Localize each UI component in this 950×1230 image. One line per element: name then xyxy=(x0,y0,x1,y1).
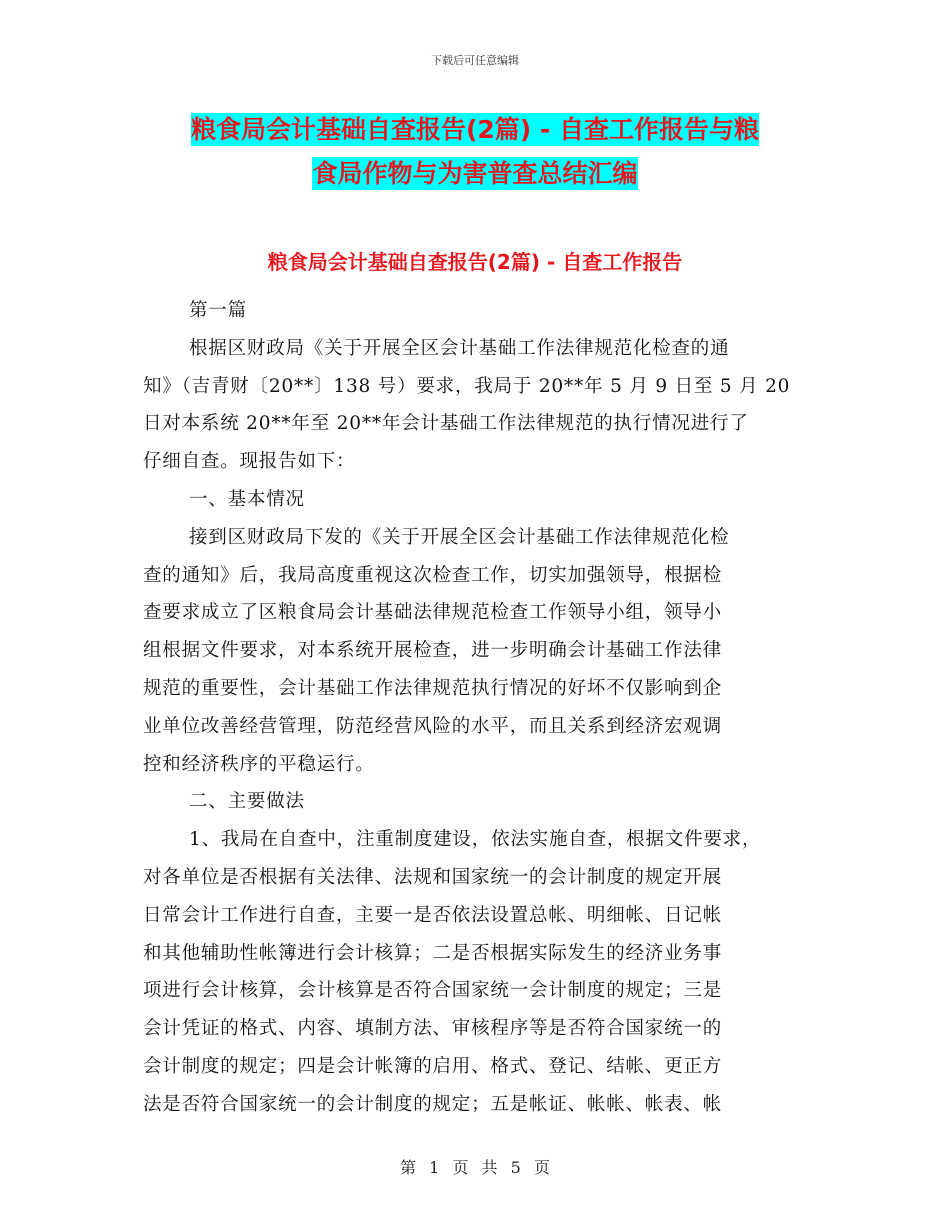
text-line: 日对本系统 20**年至 20**年会计基础工作法律规范的执行情况进行了 xyxy=(143,413,749,435)
title-line-2: 食局作物与为害普查总结汇编 xyxy=(312,159,638,188)
text-line: 和其他辅助性帐簿进行会计核算；二是否根据实际发生的经济业务事 xyxy=(143,942,723,964)
text-line: 会计制度的规定；四是会计帐簿的启用、格式、登记、结帐、更正方 xyxy=(143,1055,723,1077)
text-line: 会计凭证的格式、内容、填制方法、审核程序等是否符合国家统一的 xyxy=(143,1018,723,1040)
text-line: 知》（吉青财〔20**〕138 号）要求，我局于 20**年 5 月 9 日至 5 月 20 xyxy=(143,375,791,397)
document-body xyxy=(143,292,833,1124)
total-pages: 5 xyxy=(510,1158,521,1177)
text-line: 查的通知》后，我局高度重视这次检查工作，切实加强领导，根据检 xyxy=(143,564,723,586)
page-footer xyxy=(0,1155,950,1178)
document-title xyxy=(100,108,850,196)
paragraph-heading: 第一篇 xyxy=(189,300,247,321)
text-line: 查要求成立了区粮食局会计基础法律规范检查工作领导小组，领导小 xyxy=(143,602,723,624)
footer-word: 页 xyxy=(452,1158,469,1177)
footer-prefix: 第 xyxy=(400,1158,417,1177)
text-line: 1、我局在自查中，注重制度建设，依法实施自查，根据文件要求， xyxy=(189,829,762,851)
text-line: 项进行会计核算，会计核算是否符合国家统一会计制度的规定；三是 xyxy=(143,980,723,1002)
paragraph-heading: 一、基本情况 xyxy=(189,488,305,510)
page-number: 1 xyxy=(429,1158,440,1177)
title-line-1: 粮食局会计基础自查报告(2篇) - 自查工作报告与粮 xyxy=(190,115,760,144)
text-line: 接到区财政局下发的《关于开展全区会计基础工作法律规范化检 xyxy=(189,526,730,548)
text-line: 控和经济秩序的平稳运行。 xyxy=(143,753,375,775)
paragraph-heading: 二、主要做法 xyxy=(189,791,305,813)
text-line: 对各单位是否根据有关法律、法规和国家统一的会计制度的规定开展 xyxy=(143,866,723,888)
text-line: 根据区财政局《关于开展全区会计基础工作法律规范化检查的通 xyxy=(189,337,730,359)
text-line: 仔细自查。现报告如下： xyxy=(143,451,356,473)
text-line: 日常会计工作进行自查，主要一是否依法设置总帐、明细帐、日记帐 xyxy=(143,904,723,926)
footer-word: 共 xyxy=(481,1158,498,1177)
header-note: 下载后可任意编辑 xyxy=(431,54,519,67)
text-line: 业单位改善经营管理，防范经营风险的水平，而且关系到经济宏观调 xyxy=(143,715,723,737)
text-line: 法是否符合国家统一的会计制度的规定；五是帐证、帐帐、帐表、帐 xyxy=(143,1093,723,1115)
text-line: 规范的重要性，会计基础工作法律规范执行情况的好坏不仅影响到企 xyxy=(143,677,723,699)
section-title: 粮食局会计基础自查报告(2篇) - 自查工作报告 xyxy=(267,250,683,274)
text-line: 组根据文件要求，对本系统开展检查，进一步明确会计基础工作法律 xyxy=(143,640,723,662)
footer-suffix: 页 xyxy=(533,1158,550,1177)
